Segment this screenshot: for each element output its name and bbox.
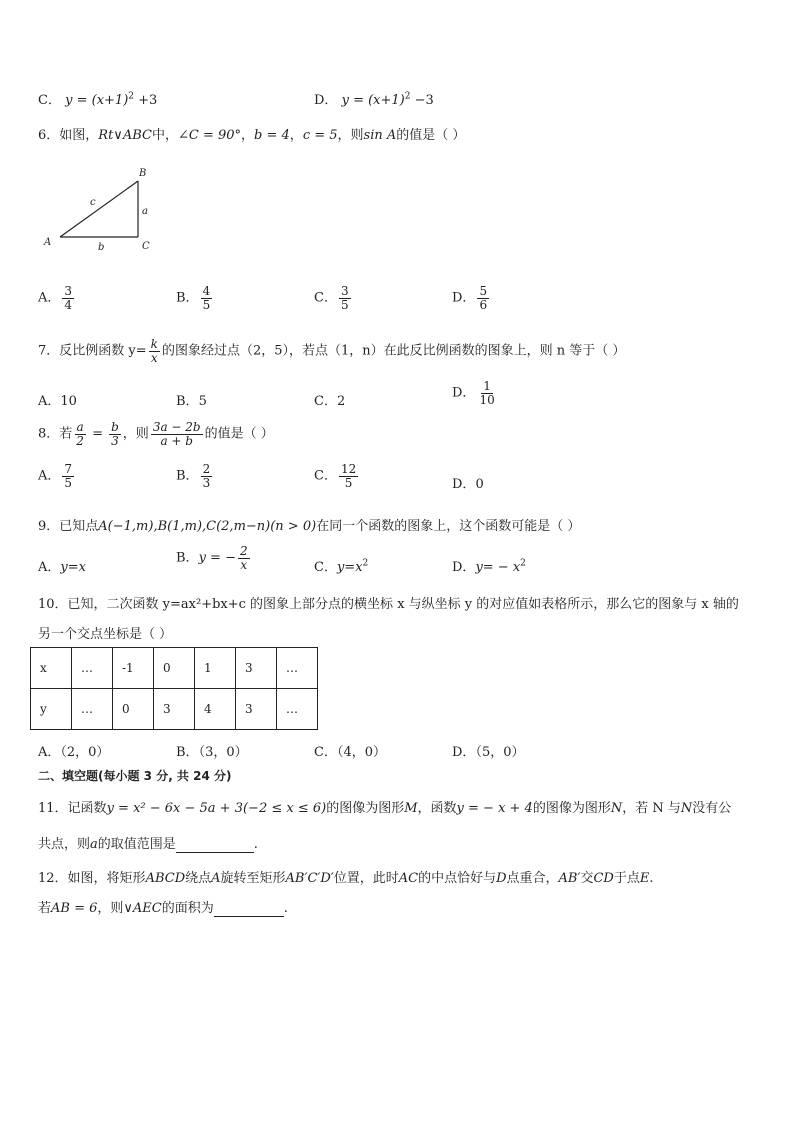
answer-blank[interactable] <box>214 901 284 917</box>
q9-option-b[interactable]: B．y = − $\frac{2}{x}$ <box>176 544 248 572</box>
fraction: $\frac{7}{5}$ <box>64 462 73 490</box>
table-cell: 1 <box>195 648 236 689</box>
table-cell: … <box>72 689 113 730</box>
q10-option-c[interactable]: C．（4，0） <box>314 745 386 760</box>
q8-option-b[interactable]: B． $\frac{2}{3}$ <box>176 462 211 490</box>
table-cell: … <box>277 648 318 689</box>
q8-option-a[interactable]: A． $\frac{7}{5}$ <box>38 462 73 490</box>
table-cell: x <box>31 648 72 689</box>
q10-option-a[interactable]: A．（2，0） <box>38 745 110 760</box>
q6-option-a[interactable]: A． $\frac{3}{4}$ <box>38 284 73 312</box>
question-8: 8．若 $\frac{a}{2}$ = $\frac{b}{3}$ ，则 $\frac{3a - 2b}{a + b}$ 的值是（ ） <box>38 420 274 448</box>
q8-option-c[interactable]: C． $\frac{12}{5}$ <box>314 462 357 490</box>
right-triangle-figure <box>38 165 168 255</box>
fraction: $\frac{k}{x}$ <box>150 337 158 365</box>
section-heading: 二、填空题(每小题 3 分, 共 24 分) <box>38 769 232 783</box>
table-cell: 0 <box>113 689 154 730</box>
q6-option-b[interactable]: B． $\frac{4}{5}$ <box>176 284 211 312</box>
question-11-line2: 共点，则a的取值范围是 . <box>38 837 258 852</box>
fraction: $\frac{3}{4}$ <box>64 284 73 312</box>
vertex-C-label: C <box>142 241 150 252</box>
fraction: $\frac{b}{3}$ <box>111 420 119 448</box>
q6-option-d[interactable]: D． $\frac{5}{6}$ <box>452 284 488 312</box>
question-12-line2: 若AB = 6，则∨AEC的面积为 . <box>38 901 288 916</box>
table-cell: 3 <box>236 648 277 689</box>
side-a-label: a <box>142 206 148 217</box>
q8-option-d[interactable]: D．0 <box>452 477 484 492</box>
table-cell: 0 <box>154 648 195 689</box>
side-c-label: c <box>90 197 96 208</box>
q7-option-a[interactable]: A．10 <box>38 394 77 409</box>
q6-option-c[interactable]: C． $\frac{3}{5}$ <box>314 284 349 312</box>
question-10-line2: 另一个交点坐标是（ ） <box>38 627 173 642</box>
value-table <box>30 647 318 730</box>
fraction: $\frac{3}{5}$ <box>340 284 349 312</box>
table-cell: … <box>277 689 318 730</box>
table-cell: … <box>72 648 113 689</box>
question-9: 9．已知点A(−1,m),B(1,m),C(2,m−n)(n > 0)在同一个函数的图象上，这个函数可能是（ ） <box>38 519 581 534</box>
q7-option-c[interactable]: C．2 <box>314 394 346 409</box>
table-cell: 4 <box>195 689 236 730</box>
q9-option-c[interactable]: C．$y=x^2$ <box>314 558 369 575</box>
q5-option-d[interactable]: D． $y = (x+1)^2 -3$ <box>314 91 434 108</box>
vertex-A-label: A <box>44 237 52 248</box>
fraction: $\frac{3a - 2b}{a + b}$ <box>152 420 201 448</box>
answer-blank[interactable] <box>176 837 254 853</box>
table-row-y <box>31 689 318 730</box>
q9-option-a[interactable]: A．y=x <box>38 560 86 575</box>
fraction: $\frac{1}{10}$ <box>479 379 495 407</box>
vertex-B-label: B <box>139 168 147 179</box>
table-cell: 3 <box>236 689 277 730</box>
fraction: $\frac{5}{6}$ <box>479 284 488 312</box>
table-cell: -1 <box>113 648 154 689</box>
q7-option-d[interactable]: D． $\frac{1}{10}$ <box>452 379 495 407</box>
fraction: $\frac{2}{3}$ <box>202 462 211 490</box>
question-7: 7．反比例函数 y= $\frac{k}{x}$ 的图象经过点（2，5），若点（1，n）在此反比例函数的图象上，则 n 等于（ ） <box>38 337 626 365</box>
table-row-x <box>31 648 318 689</box>
q7-option-b[interactable]: B．5 <box>176 394 207 409</box>
question-12: 12．如图，将矩形ABCD绕点A旋转至矩形AB′C′D′位置，此时AC的中点恰好与D点重合，AB′交CD于点E. <box>38 871 654 886</box>
table-cell: y <box>31 689 72 730</box>
q10-option-b[interactable]: B．（3，0） <box>176 745 248 760</box>
fraction: $\frac{12}{5}$ <box>340 462 357 490</box>
fraction: $\frac{2}{x}$ <box>239 544 248 572</box>
fraction: $\frac{4}{5}$ <box>202 284 211 312</box>
question-6: 6．如图，Rt∨ABC中，∠C = 90°，b = 4，c = 5，则sin A的值是（ ） <box>38 128 466 143</box>
q9-option-d[interactable]: D．$y= - x^2$ <box>452 558 526 575</box>
fraction: $\frac{a}{2}$ <box>76 420 84 448</box>
table-cell: 3 <box>154 689 195 730</box>
question-10: 10．已知，二次函数 y=ax²+bx+c 的图象上部分点的横坐标 x 与纵坐标 y 的对应值如表格所示，那么它的图象与 x 轴的 <box>38 597 739 612</box>
q5-option-c[interactable]: C． $y = (x+1)^2 +3$ <box>38 91 158 108</box>
side-b-label: b <box>98 242 105 253</box>
question-11: 11．记函数y = x² − 6x − 5a + 3(−2 ≤ x ≤ 6)的图像为图形M，函数y = − x + 4的图像为图形N，若 N 与N没有公 <box>38 801 732 816</box>
q10-option-d[interactable]: D．（5，0） <box>452 745 525 760</box>
side-c <box>60 181 138 237</box>
